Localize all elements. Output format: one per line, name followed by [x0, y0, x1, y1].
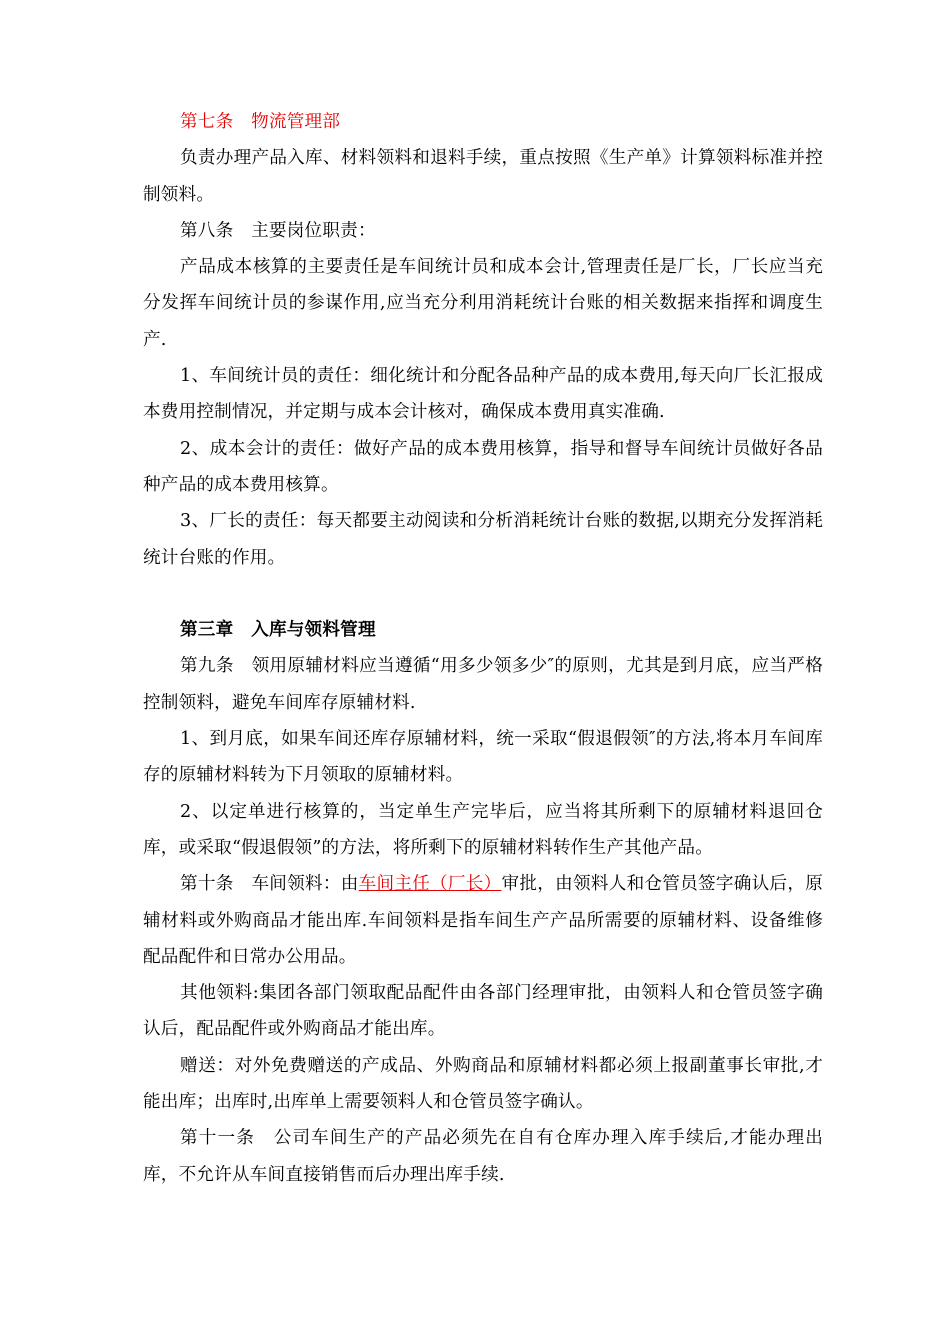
- article-11-text: 第十一条 公司车间生产的产品必须先在自有仓库办理入库手续后,才能办理出库，不允许从车间直接销售而后办理出库手续.: [143, 1128, 823, 1185]
- article-8-item-1: 1、车间统计员的责任：细化统计和分配各品种产品的成本费用,每天向厂长汇报成本费用控制情况，并定期与成本会计核对，确保成本费用真实准确.: [143, 366, 823, 423]
- article-10-gift: 赠送：对外免费赠送的产成品、外购商品和原辅材料都必须上报副董事长审批,才能出库；出库时,出库单上需要领料人和仓管员签字确认。: [143, 1055, 823, 1113]
- article-9-item-2: 2、以定单进行核算的，当定单生产完毕后，应当将其所剩下的原辅材料退回仓库，或采取“假退假领”的方法，将所剩下的原辅材料转作生产其他产品。: [143, 801, 823, 858]
- article-7-heading: 第七条 物流管理部: [180, 112, 341, 132]
- approver-link[interactable]: 车间主任（厂长）: [358, 874, 502, 895]
- article-10-prefix: 第十条 车间领料：由: [180, 874, 359, 895]
- article-8-intro: 产品成本核算的主要责任是车间统计员和成本会计,管理责任是厂长，厂长应当充分发挥车间统计员的参谋作用,应当充分利用消耗统计台账的相关数据来指挥和调度生产.: [143, 257, 823, 350]
- article-10-paragraph: [143, 866, 823, 975]
- chapter-3-heading: 第三章 入库与领料管理: [180, 619, 376, 641]
- document-body: [143, 104, 823, 1193]
- article-9-text: 第九条 领用原辅材料应当遵循“用多少领多少″的原则，尤其是到月底，应当严格控制领料，避免车间库存原辅材料.: [143, 656, 823, 713]
- article-9-item-1: 1、到月底，如果车间还库存原辅材料，统一采取“假退假领″的方法,将本月车间库存的原辅材料转为下月领取的原辅材料。: [143, 729, 823, 786]
- article-8-heading: 第八条 主要岗位职责：: [180, 220, 376, 241]
- article-7-body: 负责办理产品入库、材料领料和退料手续，重点按照《生产单》计算领料标准并控制领料。: [143, 148, 823, 205]
- article-10-suffix: 审批，由领料人和仓管员签字确认后，原辅材料或外购商品才能出库.车间领料是指车间生产产品所需要的原辅材料、设备维修配品配件和日常办公用品。: [143, 874, 823, 967]
- article-8-item-3: 3、厂长的责任：每天都要主动阅读和分析消耗统计台账的数据,以期充分发挥消耗统计台账的作用。: [143, 511, 823, 568]
- section-spacer: [143, 576, 823, 612]
- article-10-other-requisition: 其他领料:集团各部门领取配品配件由各部门经理审批，由领料人和仓管员签字确认后，配品配件或外购商品才能出库。: [143, 983, 823, 1040]
- article-8-item-2: 2、成本会计的责任：做好产品的成本费用核算，指导和督导车间统计员做好各品种产品的成本费用核算。: [143, 438, 823, 495]
